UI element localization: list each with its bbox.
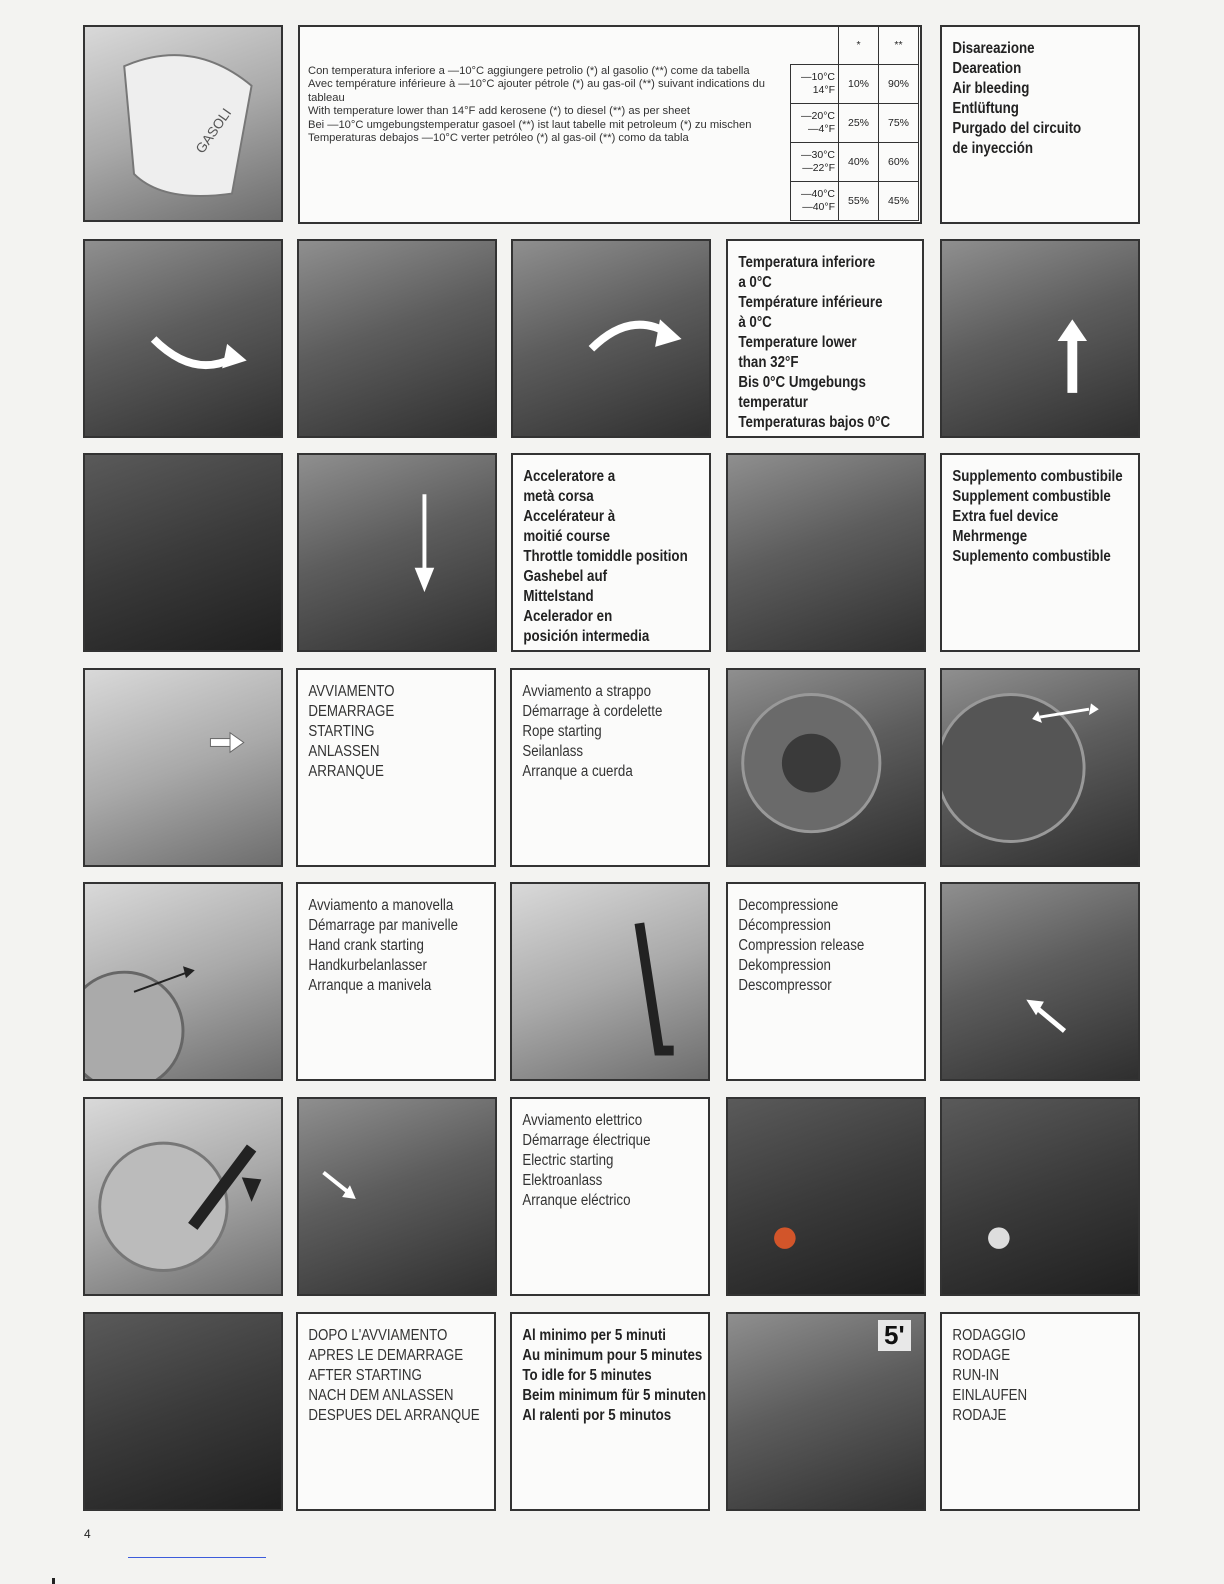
extra-fuel-text: Supplemento combustibile Supplement combustible Extra fuel device Mehrmenge Suplemento combustible (952, 468, 1123, 565)
indicator-light-icon (942, 1099, 1138, 1294)
photo-wrench-tighten (511, 239, 711, 438)
photo-decompression-lever (940, 882, 1140, 1081)
intro-text: Con temperatura inferiore a —10°C aggiungere petrolio (*) al gasolio (**) come da tabella Avec température inférieure à —10°C ajouter pétrole (*) au gas-oil (**) suivant indications du tableau With temperature lower than 14°F add kerosene (*) to diesel (**) as per sheet Bei —10°C umgebungstemperatur gasoel (**) ist laut tabelle mit petroleum (*) zu mischen Temperaturas debajos —10°C verter petróleo (*) al gas-oil (**) como da tabla (308, 65, 765, 145)
diesel-cell: 45% (879, 182, 919, 221)
mix-table (790, 25, 919, 221)
photo-lever-down (297, 453, 497, 652)
photo-rope-pulley (726, 668, 926, 867)
pulley-illustration (728, 670, 924, 865)
box-run-in (940, 1312, 1140, 1511)
starting-text: AVVIAMENTO DEMARRAGE STARTING ANLASSEN ARRANQUE (308, 683, 395, 780)
photo-rope-pull (940, 668, 1140, 867)
header-kerosene: * (839, 26, 879, 65)
warning-light-icon (728, 1099, 924, 1294)
box-rope-starting (510, 668, 710, 867)
arrow-icon (942, 884, 1138, 1079)
photo-crank-handle (510, 882, 710, 1081)
box-extra-fuel (940, 453, 1140, 652)
photo-idle-lever (726, 1312, 926, 1511)
photo-crank-engine (83, 882, 283, 1081)
run-in-text: RODAGGIO RODAGE RUN-IN EINLAUFEN RODAJE (952, 1327, 1028, 1424)
box-decompression (726, 882, 926, 1081)
throttle-text: Acceleratore a metà corsa Accelérateur à moitié course Throttle tomiddle position Gashebel auf Mittelstand Acelerador en posición intermedia (523, 468, 688, 645)
kerosene-cell: 55% (839, 182, 879, 221)
kerosene-cell: 40% (839, 143, 879, 182)
photo-key-turn (940, 1097, 1140, 1296)
five-minutes-label: 5' (878, 1320, 911, 1351)
photo-key-insert (726, 1097, 926, 1296)
idle-5min-text: Al minimo per 5 minuti Au minimum pour 5 minutes To idle for 5 minutes Beim minimum für 5 minuten Al ralenti por 5 minutos (522, 1327, 707, 1424)
arrow-up-icon (942, 241, 1138, 436)
box-idle-5min (510, 1312, 710, 1511)
photo-control-panel (83, 1312, 283, 1511)
box-hand-crank (296, 882, 496, 1081)
curved-arrow-icon (85, 241, 281, 436)
after-starting-text: DOPO L'AVVIAMENTO APRES LE DEMARRAGE AFTER STARTING NACH DEM ANLASSEN DESPUES DEL ARRANQUE (308, 1327, 480, 1424)
page-number: 4 (84, 1527, 91, 1541)
diesel-cell: 75% (879, 104, 919, 143)
crank-handle-illustration (512, 884, 708, 1079)
photo-fuel-lever-push (297, 1097, 497, 1296)
arrow-icon (299, 1099, 495, 1294)
box-electric-starting (510, 1097, 710, 1296)
arrow-icon (85, 884, 281, 1079)
kerosene-cell: 25% (839, 104, 879, 143)
photo-starting-hand (83, 668, 283, 867)
temp-cell: —30°C —22°F (791, 143, 839, 182)
box-below-zero (726, 239, 924, 438)
fuel-can-label: GASOLI (192, 105, 235, 157)
diesel-cell: 60% (879, 143, 919, 182)
curved-arrow-icon (513, 241, 709, 436)
temp-cell: —10°C 14°F (791, 65, 839, 104)
arrow-down-icon (299, 455, 495, 650)
air-bleeding-text: Disareazione Deareation Air bleeding Entlüftung Purgado del circuito de inyección (952, 40, 1082, 157)
diesel-cell: 90% (879, 65, 919, 104)
decompression-text: Decompressione Décompression Compression release Dekompression Descompressor (738, 897, 865, 994)
electric-starting-text: Avviamento elettrico Démarrage électrique Electric starting Elektroanlass Arranque eléctrico (522, 1112, 651, 1209)
box-starting (296, 668, 496, 867)
below-zero-text: Temperatura inferiore a 0°C Température inférieure à 0°C Temperature lower than 32°F Bis 0°C Umgebungs temperatur Temperaturas bajos 0°C (738, 254, 891, 431)
photo-extra-fuel-lever (726, 453, 926, 652)
box-throttle (511, 453, 711, 652)
underline-decoration (128, 1557, 266, 1558)
photo-fuel-can (83, 25, 283, 222)
photo-wrench-loosen (83, 239, 283, 438)
temp-cell: —40°C —40°F (791, 182, 839, 221)
corner-mark (52, 1578, 55, 1584)
photo-injector-fitting (297, 239, 497, 438)
double-arrow-icon (942, 670, 1138, 865)
photo-oil-can (83, 453, 283, 652)
arrow-right-icon (85, 670, 281, 865)
intro-panel (298, 25, 922, 224)
box-after-starting (296, 1312, 496, 1511)
header-diesel: ** (879, 26, 919, 65)
photo-lever-up (940, 239, 1140, 438)
rope-starting-text: Avviamento a strappo Démarrage à cordelette Rope starting Seilanlass Arranque a cuerda (522, 683, 663, 780)
hand-crank-text: Avviamento a manovella Démarrage par manivelle Hand crank starting Handkurbelanlasser Arranque a manivela (308, 897, 458, 994)
kerosene-cell: 10% (839, 65, 879, 104)
box-air-bleeding (940, 25, 1140, 224)
photo-crank-rotation (83, 1097, 283, 1296)
temp-cell: —20°C —4°F (791, 104, 839, 143)
rotation-arrow-icon (85, 1099, 281, 1294)
fuel-can-illustration (85, 27, 281, 220)
